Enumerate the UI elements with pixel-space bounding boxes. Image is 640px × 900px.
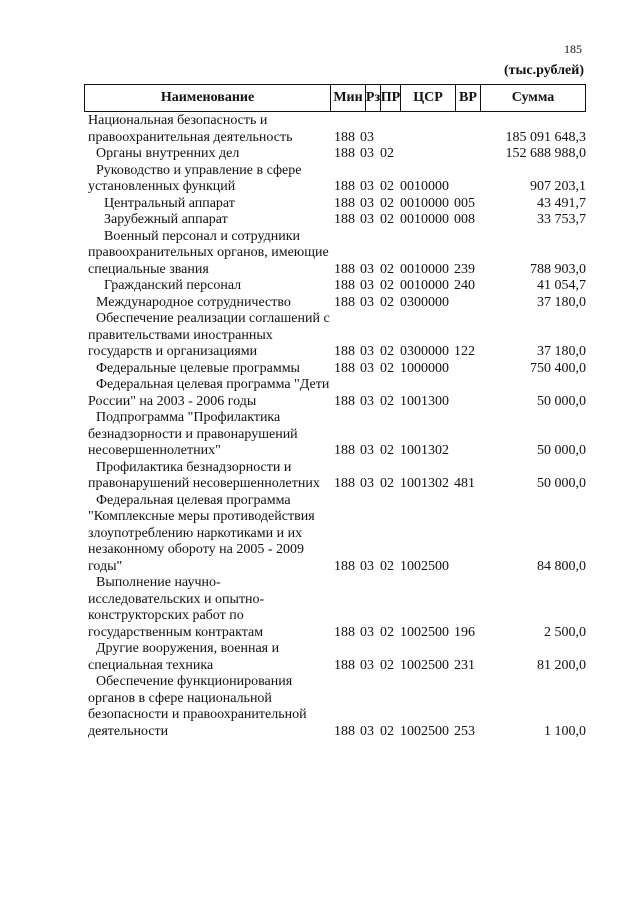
- row-name: Федеральные целевые программы: [96, 360, 300, 376]
- row-code: [330, 278, 498, 295]
- row-min: 188: [334, 195, 355, 211]
- row-sum: 37 180,0: [537, 344, 586, 359]
- row-min: 188: [334, 261, 355, 277]
- row-csr: 0300000: [400, 294, 449, 310]
- header-vr: ВР: [456, 85, 481, 111]
- row-sum: 50 000,0: [537, 393, 586, 409]
- row-csr: 1002500: [400, 558, 449, 574]
- row-min: 188: [334, 393, 355, 409]
- table-row: [84, 674, 586, 740]
- row-code: [330, 443, 498, 460]
- row-code: [330, 212, 498, 229]
- row-sum: 81 200,0: [537, 657, 586, 673]
- row-code: [330, 658, 498, 675]
- table-header: [84, 84, 586, 112]
- row-code: [330, 196, 498, 213]
- row-pr: 02: [380, 558, 394, 574]
- row-rz: 03: [360, 261, 374, 277]
- row-name: Обеспечение функционирования органов в сфере национальной безопасности и правоохранительной деятельности: [88, 674, 307, 739]
- row-code: [330, 146, 498, 163]
- row-code: [330, 130, 498, 147]
- row-rz: 03: [360, 278, 374, 293]
- table-row: [84, 575, 586, 641]
- row-code: [330, 295, 498, 312]
- header-pr: ПР: [381, 85, 401, 111]
- table-row: [84, 493, 586, 576]
- row-csr: 0010000: [400, 179, 449, 194]
- row-pr: 02: [380, 179, 394, 194]
- units-label: (тыс.рублей): [503, 63, 584, 78]
- row-sum: 50 000,0: [537, 443, 586, 458]
- row-name: Международное сотрудничество: [96, 294, 291, 310]
- row-name: Национальная безопасность и правоохранительная деятельность: [88, 113, 293, 145]
- row-vr: 481: [454, 476, 475, 491]
- row-pr: 02: [380, 360, 394, 376]
- header-sum: Сумма: [511, 90, 555, 105]
- table-row: [84, 410, 586, 460]
- row-pr: 02: [380, 344, 394, 359]
- row-pr: 02: [380, 294, 394, 310]
- row-min: 188: [334, 278, 355, 293]
- row-name: Выполнение научно-исследовательских и опытно-конструкторских работ по государственным контрактам: [88, 575, 265, 640]
- row-pr: 02: [380, 146, 394, 161]
- row-sum: 41 054,7: [537, 278, 586, 293]
- row-code: [330, 724, 498, 741]
- row-name: Федеральная целевая программа "Дети России" на 2003 - 2006 годы: [88, 377, 330, 409]
- row-min: 188: [334, 657, 355, 673]
- row-vr: 008: [454, 212, 475, 227]
- row-rz: 03: [360, 129, 374, 145]
- row-min: 188: [334, 212, 355, 227]
- row-name: Центральный аппарат: [104, 195, 235, 211]
- row-rz: 03: [360, 443, 374, 458]
- row-name: Подпрограмма "Профилактика безнадзорности и правонарушений несовершеннолетних": [88, 410, 298, 458]
- row-vr: 196: [454, 624, 475, 640]
- row-name: Гражданский персонал: [104, 278, 242, 293]
- row-code: [330, 179, 498, 196]
- row-rz: 03: [360, 393, 374, 409]
- table-row: [84, 460, 586, 493]
- header-name: Наименование: [85, 85, 331, 111]
- row-vr: 005: [454, 195, 475, 211]
- row-code: [330, 559, 498, 576]
- row-rz: 03: [360, 344, 374, 359]
- row-pr: 02: [380, 261, 394, 277]
- table-row: [84, 641, 586, 674]
- budget-table: [84, 113, 586, 740]
- table-row: [84, 212, 586, 229]
- table-row: [84, 163, 586, 196]
- row-pr: 02: [380, 624, 394, 640]
- row-sum: 152 688 988,0: [505, 146, 586, 161]
- row-name: Профилактика безнадзорности и правонарушений несовершеннолетних: [88, 459, 320, 491]
- row-sum: 50 000,0: [537, 476, 586, 491]
- table-row: [84, 377, 586, 410]
- row-rz: 03: [360, 624, 374, 640]
- table-row: [84, 196, 586, 213]
- table-row: [84, 146, 586, 163]
- table-row: [84, 311, 586, 361]
- row-pr: 02: [380, 212, 394, 227]
- row-pr: 02: [380, 723, 394, 739]
- row-csr: 1001302: [400, 476, 449, 491]
- row-min: 188: [334, 443, 355, 458]
- row-vr: 240: [454, 278, 475, 293]
- row-sum: 43 491,7: [537, 195, 586, 211]
- row-min: 188: [334, 723, 355, 739]
- row-name: Другие вооружения, военная и специальная техника: [88, 641, 280, 673]
- row-min: 188: [334, 294, 355, 310]
- row-vr: 231: [454, 657, 475, 673]
- row-csr: 1001300: [400, 393, 449, 409]
- row-csr: 0010000: [400, 278, 449, 293]
- row-vr: 122: [454, 344, 475, 359]
- row-sum: 185 091 648,3: [505, 129, 586, 145]
- row-csr: 1002500: [400, 723, 449, 739]
- row-min: 188: [334, 179, 355, 194]
- row-pr: 02: [380, 195, 394, 211]
- row-pr: 02: [380, 393, 394, 409]
- row-min: 188: [334, 344, 355, 359]
- row-min: 188: [334, 360, 355, 376]
- row-csr: 1002500: [400, 657, 449, 673]
- row-csr: 1001302: [400, 443, 449, 458]
- row-rz: 03: [360, 294, 374, 310]
- row-pr: 02: [380, 657, 394, 673]
- row-sum: 750 400,0: [530, 360, 586, 376]
- header-csr: ЦСР: [401, 85, 456, 111]
- row-name: Руководство и управление в сфере установленных функций: [88, 162, 302, 194]
- row-min: 188: [334, 476, 355, 491]
- row-code: [330, 262, 498, 279]
- row-sum: 907 203,1: [530, 179, 586, 194]
- row-code: [330, 361, 498, 378]
- row-sum: 788 903,0: [530, 261, 586, 277]
- row-name: Органы внутренних дел: [96, 146, 240, 161]
- row-code: [330, 394, 498, 411]
- row-sum: 33 753,7: [537, 212, 586, 227]
- row-code: [330, 476, 498, 493]
- row-rz: 03: [360, 179, 374, 194]
- page-number: 185: [564, 42, 582, 56]
- row-min: 188: [334, 558, 355, 574]
- header-rz: Рз: [366, 85, 381, 111]
- row-csr: 0010000: [400, 212, 449, 227]
- row-sum: 1 100,0: [544, 723, 586, 739]
- row-rz: 03: [360, 360, 374, 376]
- table-row: [84, 295, 586, 312]
- header-min: Мин: [331, 85, 366, 111]
- row-rz: 03: [360, 657, 374, 673]
- row-name: Обеспечение реализации соглашений с правительствами иностранных государств и организациями: [88, 311, 330, 359]
- row-rz: 03: [360, 195, 374, 211]
- row-rz: 03: [360, 558, 374, 574]
- row-min: 188: [334, 146, 355, 161]
- row-rz: 03: [360, 212, 374, 227]
- row-name: Зарубежный аппарат: [104, 212, 228, 227]
- row-name: Федеральная целевая программа "Комплексные меры противодействия злоупотреблению наркотиками и их незаконному обороту на 2005 - 2009 годы": [88, 492, 315, 574]
- row-rz: 03: [360, 476, 374, 491]
- row-name: Военный персонал и сотрудники правоохранительных органов, имеющие специальные звания: [88, 228, 329, 277]
- row-min: 188: [334, 624, 355, 640]
- table-row: [84, 361, 586, 378]
- row-csr: 1002500: [400, 624, 449, 640]
- row-min: 188: [334, 129, 355, 145]
- row-pr: 02: [380, 278, 394, 293]
- row-pr: 02: [380, 476, 394, 491]
- table-row: [84, 278, 586, 295]
- row-pr: 02: [380, 443, 394, 458]
- row-vr: 253: [454, 723, 475, 739]
- row-vr: 239: [454, 261, 475, 277]
- row-rz: 03: [360, 146, 374, 161]
- row-sum: 84 800,0: [537, 558, 586, 574]
- row-sum: 2 500,0: [544, 624, 586, 640]
- row-csr: 0010000: [400, 261, 449, 277]
- table-row: [84, 229, 586, 279]
- row-rz: 03: [360, 723, 374, 739]
- table-row: [84, 113, 586, 146]
- row-csr: 0010000: [400, 195, 449, 211]
- row-code: [330, 344, 498, 361]
- row-sum: 37 180,0: [537, 294, 586, 310]
- row-csr: 1000000: [400, 360, 449, 376]
- row-code: [330, 625, 498, 642]
- row-csr: 0300000: [400, 344, 449, 359]
